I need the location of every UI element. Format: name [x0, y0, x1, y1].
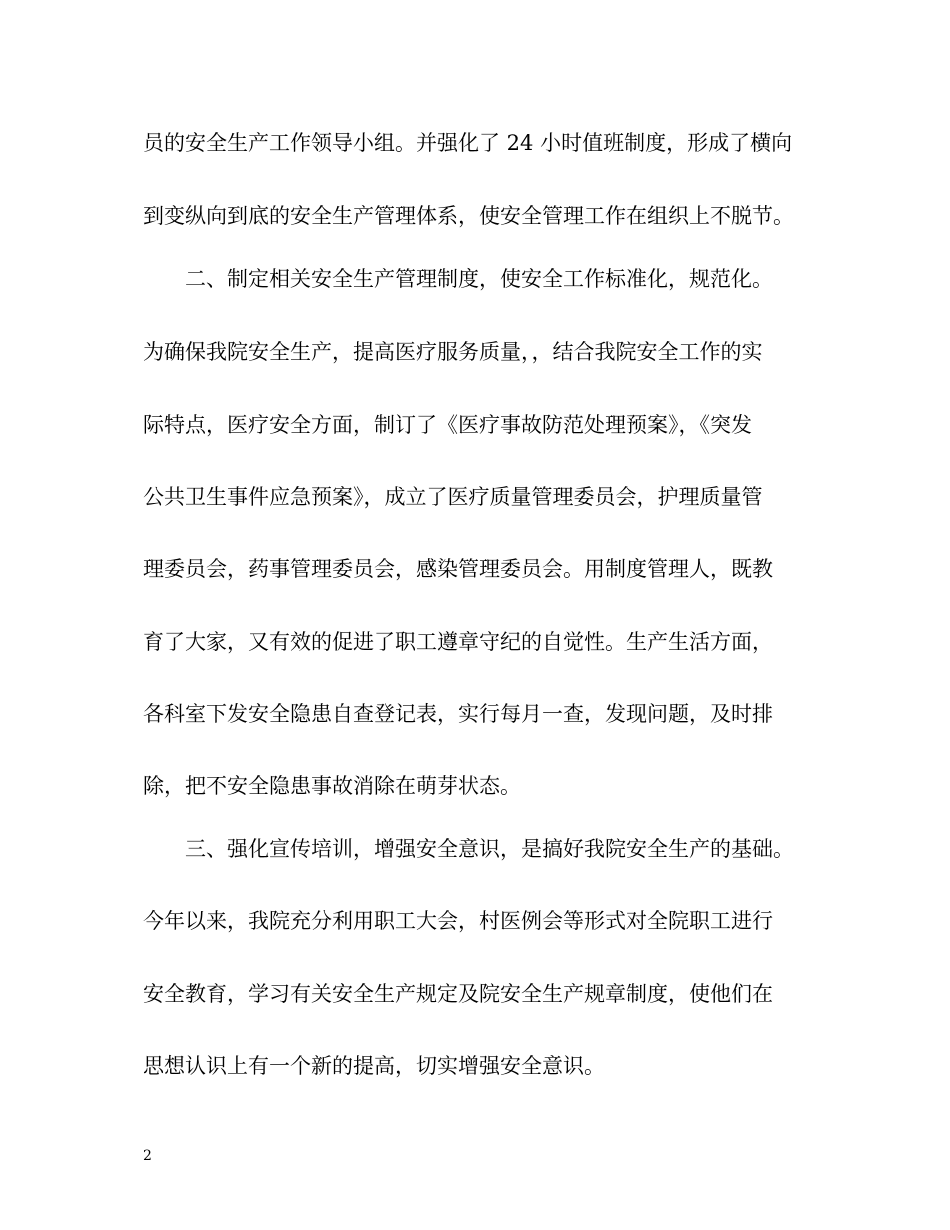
text-line: 为确保我院安全生产，提高医疗服务质量，，结合我院安全工作的实: [143, 340, 763, 364]
text-line: 各科室下发安全隐患自查登记表，实行每月一查，发现问题，及时排: [143, 702, 773, 726]
text-line: 思想认识上有一个新的提高，切实增强安全意识。: [143, 1054, 605, 1078]
page-number: 2: [143, 1148, 152, 1164]
text-line: 育了大家，又有效的促进了职工遵章守纪的自觉性。生产生活方面，: [143, 630, 773, 654]
text-line: 今年以来，我院充分利用职工大会，村医例会等形式对全院职工进行: [143, 909, 773, 933]
text-line: 安全教育，学习有关安全生产规定及院安全生产规章制度，使他们在: [143, 982, 773, 1006]
text-line: 公共卫生事件应急预案》，成立了医疗质量管理委员会，护理质量管: [143, 485, 763, 509]
text-line: 除，把不安全隐患事故消除在萌芽状态。: [143, 774, 521, 798]
section-heading: 二、制定相关安全生产管理制度，使安全工作标准化，规范化。: [185, 267, 773, 291]
text-line: 员的安全生产工作领导小组。并强化了 24 小时值班制度，形成了横向: [143, 131, 793, 155]
text-line: 到变纵向到底的安全生产管理体系，使安全管理工作在组织上不脱节。: [143, 204, 794, 228]
text-line: 理委员会，药事管理委员会，感染管理委员会。用制度管理人，既教: [143, 557, 773, 581]
text-line: 际特点，医疗安全方面，制订了《医疗事故防范处理预案》，《突发: [143, 413, 752, 437]
section-heading: 三、强化宣传培训，增强安全意识，是搞好我院安全生产的基础。: [185, 837, 794, 861]
